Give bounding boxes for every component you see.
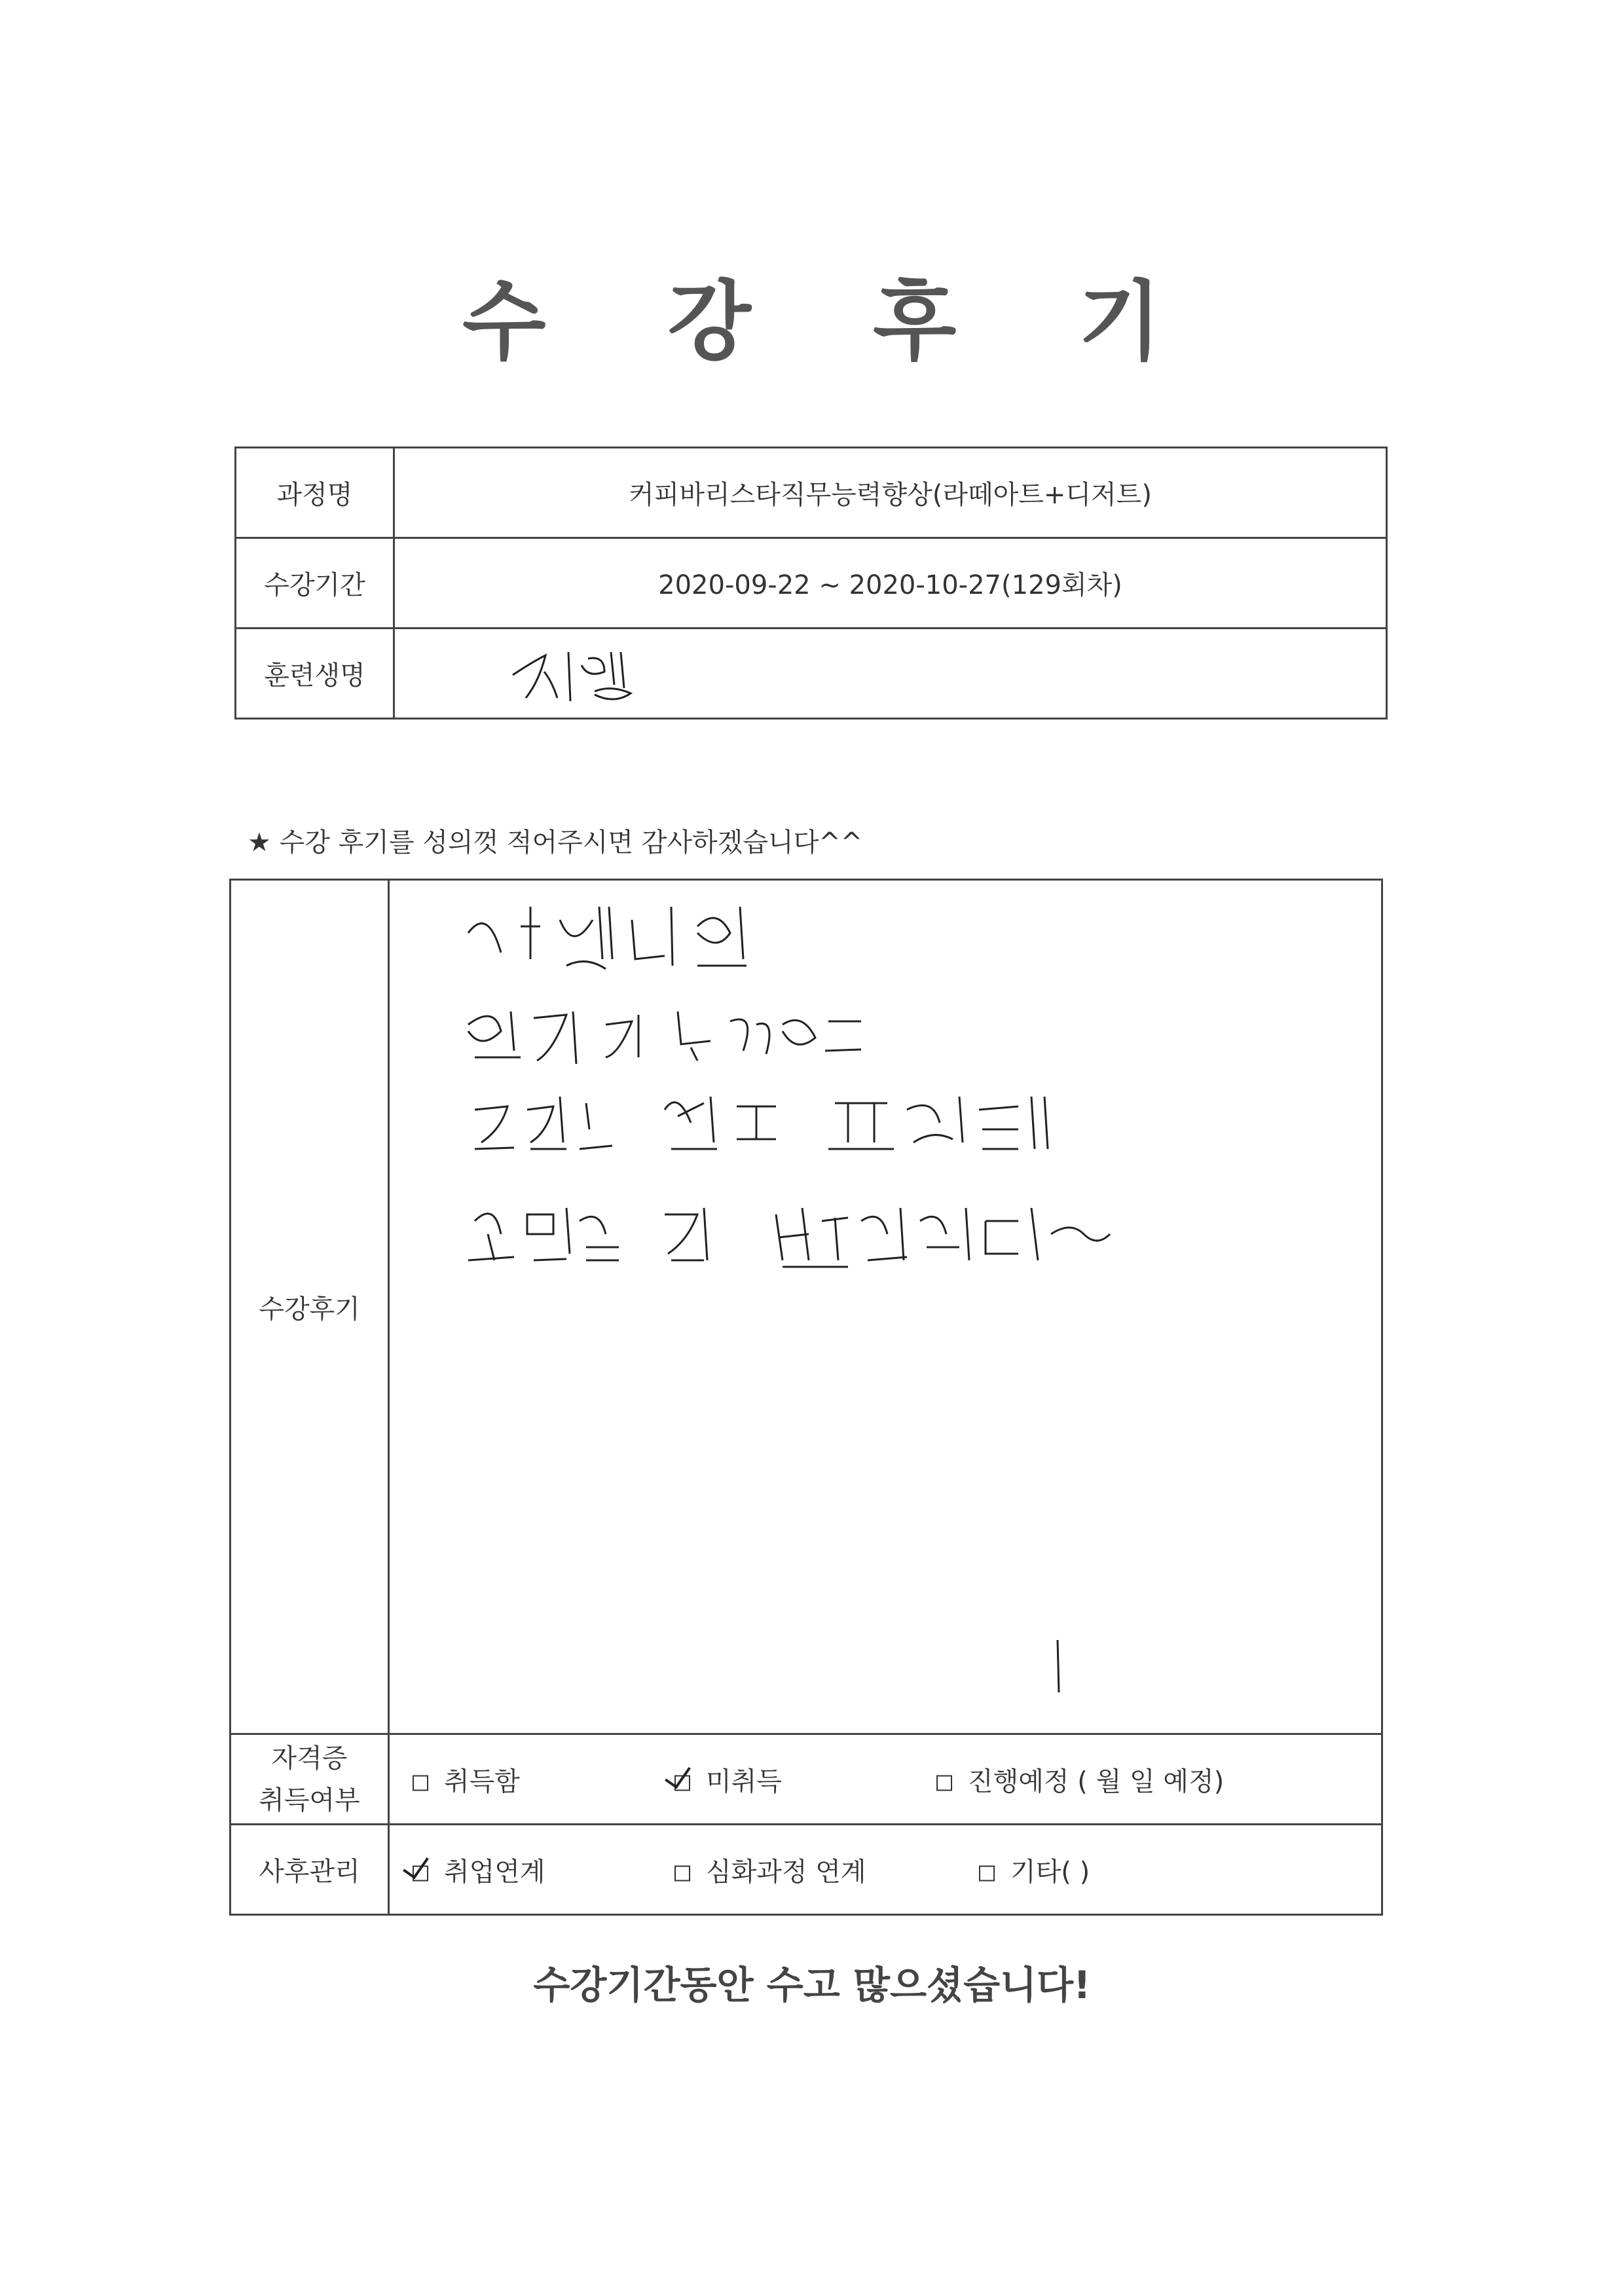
checked-checkbox-icon[interactable] — [413, 1865, 428, 1881]
follow-option-other[interactable] — [979, 1851, 1090, 1888]
page-title: 수 강 후 기 — [462, 272, 1208, 373]
period-row — [236, 538, 1387, 629]
review-label: 수강후기 — [231, 880, 389, 1734]
follow-up-row — [231, 1825, 1382, 1915]
certificate-options — [389, 1734, 1382, 1825]
review-row — [231, 880, 1382, 1734]
review-handwriting — [390, 881, 1385, 1732]
course-label: 과정명 — [236, 448, 394, 538]
name-row — [236, 629, 1387, 719]
checkbox-icon[interactable] — [979, 1865, 995, 1881]
cert-option-in-progress[interactable] — [936, 1760, 1224, 1798]
trainee-name-label: 훈련생명 — [236, 629, 394, 719]
follow-option-other-label: 기타( ) — [1010, 1857, 1090, 1887]
review-content-cell[interactable] — [389, 880, 1382, 1734]
period-label: 수강기간 — [236, 538, 394, 629]
follow-option-employment[interactable] — [413, 1851, 545, 1888]
trainee-name-cell — [394, 629, 1387, 719]
review-request-note: ★ 수강 후기를 성의껏 적어주시면 감사하겠습니다^^ — [248, 828, 863, 858]
trainee-name-handwriting — [506, 636, 768, 708]
checked-checkbox-icon[interactable] — [674, 1775, 690, 1791]
cert-option-acquired-label: 취득함 — [444, 1766, 520, 1796]
follow-up-options — [389, 1825, 1382, 1915]
checkbox-icon[interactable] — [936, 1775, 952, 1791]
closing-message: 수강기간동안 수고 많으셨습니다! — [533, 1963, 1091, 2007]
follow-option-advanced-course[interactable] — [674, 1851, 866, 1888]
follow-up-label: 사후관리 — [231, 1825, 389, 1915]
course-info-table — [234, 446, 1388, 720]
certificate-row — [231, 1734, 1382, 1825]
course-row — [236, 448, 1387, 538]
cert-option-not-acquired[interactable] — [674, 1760, 782, 1798]
checkbox-icon[interactable] — [413, 1775, 428, 1791]
review-table — [229, 879, 1383, 1916]
course-value: 커피바리스타직무능력향상(라떼아트+디저트) — [394, 448, 1387, 538]
certificate-label-line1: 자격증 — [271, 1743, 348, 1774]
cert-option-acquired[interactable] — [413, 1760, 520, 1798]
certificate-label — [231, 1734, 389, 1825]
certificate-label-line2: 취득여부 — [259, 1785, 360, 1815]
follow-option-advanced-course-label: 심화과정 연계 — [706, 1857, 866, 1887]
checkbox-icon[interactable] — [674, 1865, 690, 1881]
cert-option-not-acquired-label: 미취득 — [706, 1766, 782, 1796]
follow-option-employment-label: 취업연계 — [444, 1857, 545, 1887]
period-value: 2020-09-22 ~ 2020-10-27(129회차) — [394, 538, 1387, 629]
cert-option-in-progress-label: 진행예정 ( 월 일 예정) — [968, 1766, 1225, 1796]
